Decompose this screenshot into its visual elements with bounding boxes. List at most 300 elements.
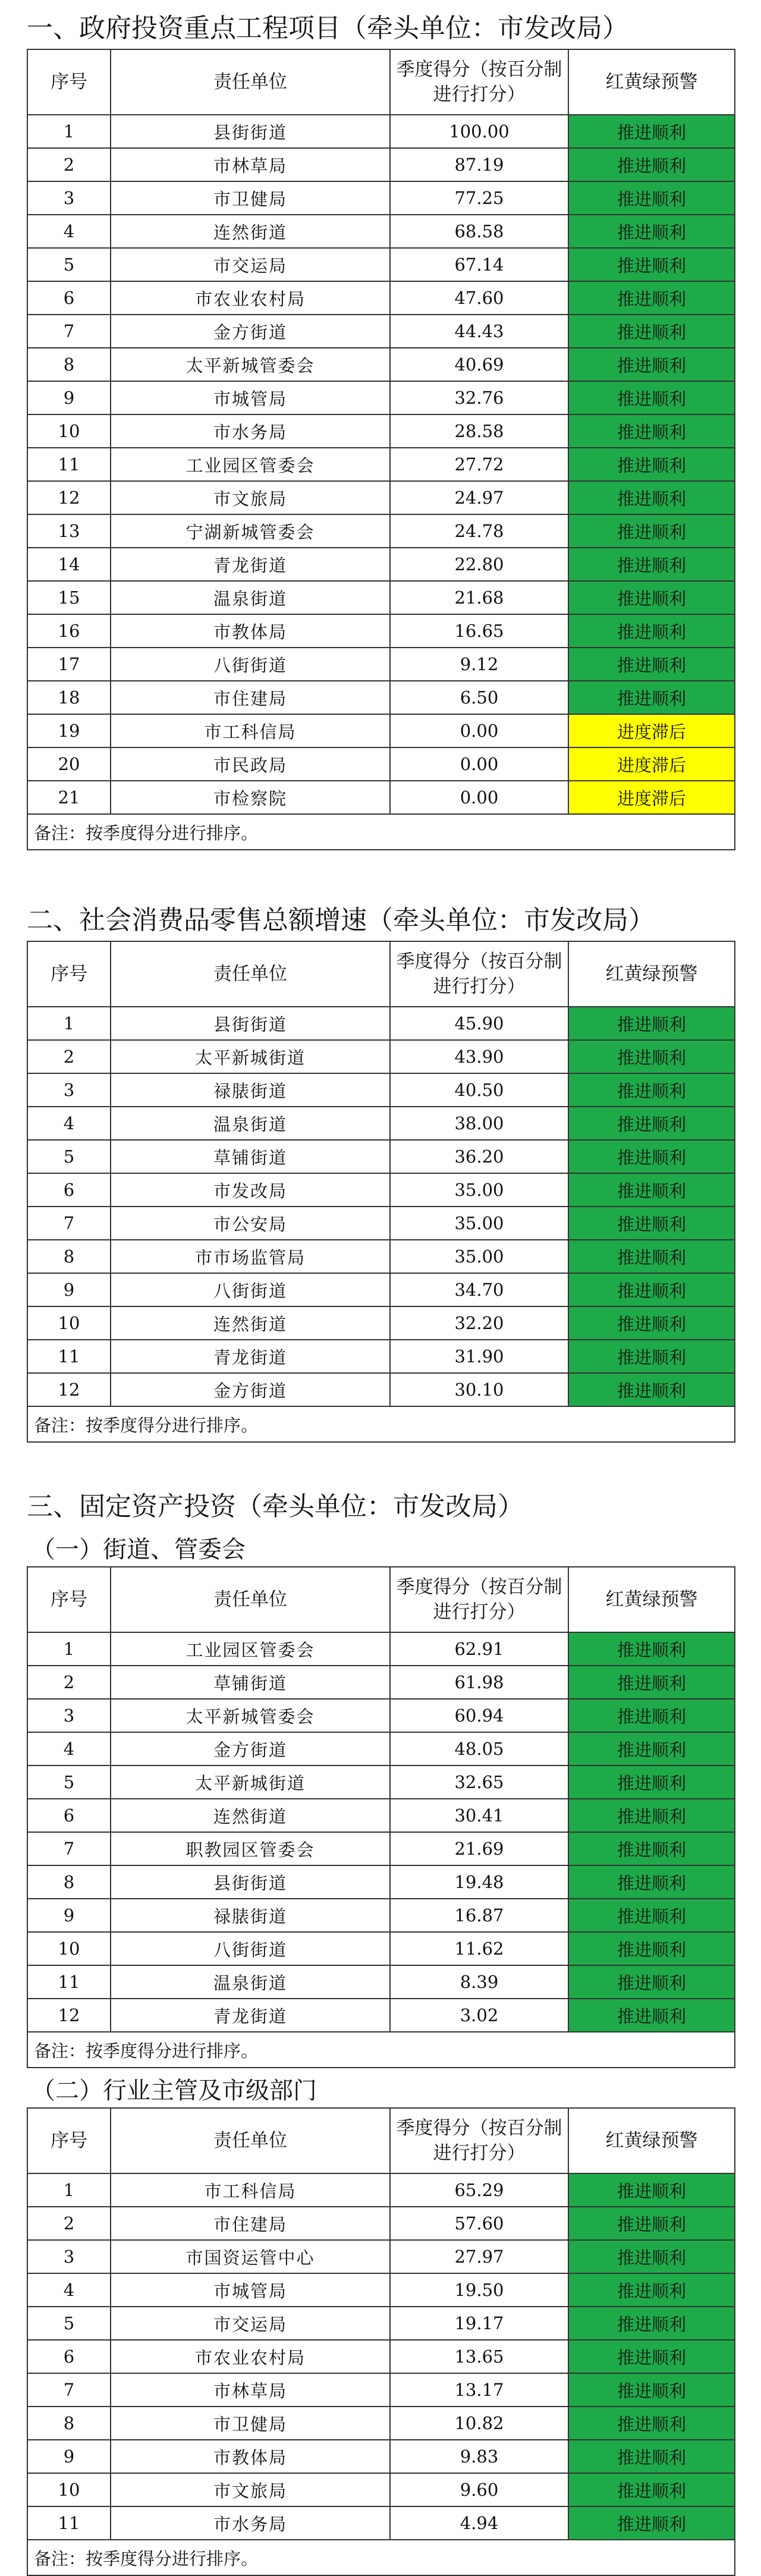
table-row (27, 2307, 735, 2340)
score-cell: 32.65 (390, 1765, 568, 1799)
score-header: 季度得分（按百分制进行打分） (390, 2108, 568, 2173)
score-cell: 43.90 (390, 1040, 568, 1073)
alert-cell: 推进顺利 (568, 1965, 735, 1999)
seq-cell: 2 (27, 1040, 111, 1073)
score-cell: 65.29 (390, 2173, 568, 2207)
table-row (27, 2407, 735, 2440)
alert-cell: 推进顺利 (568, 315, 735, 348)
unit-header: 责任单位 (111, 49, 390, 115)
unit-cell: 市文旅局 (111, 481, 390, 514)
score-cell: 9.12 (390, 648, 568, 681)
alert-cell: 推进顺利 (568, 648, 735, 681)
unit-cell: 市交运局 (111, 2307, 390, 2340)
unit-cell: 太平新城管委会 (111, 348, 390, 381)
table-header-row (27, 49, 735, 115)
table-row (27, 1273, 735, 1306)
unit-cell: 县街街道 (111, 1865, 390, 1899)
unit-cell: 连然街道 (111, 215, 390, 248)
unit-cell: 市教体局 (111, 614, 390, 648)
seq-cell: 3 (27, 2240, 111, 2273)
score-cell: 45.90 (390, 1007, 568, 1040)
score-cell: 35.00 (390, 1240, 568, 1273)
unit-cell: 市林草局 (111, 148, 390, 181)
seq-cell: 8 (27, 1240, 111, 1273)
alert-cell: 推进顺利 (568, 548, 735, 581)
seq-cell: 7 (27, 2373, 111, 2407)
score-cell: 0.00 (390, 714, 568, 747)
alert-cell: 推进顺利 (568, 1832, 735, 1865)
alert-cell: 推进顺利 (568, 2273, 735, 2307)
unit-cell: 市工科信局 (111, 714, 390, 747)
unit-cell: 市文旅局 (111, 2473, 390, 2506)
alert-cell: 推进顺利 (568, 1273, 735, 1306)
seq-cell: 7 (27, 1832, 111, 1865)
subsection-title: （二）行业主管及市级部门 (32, 2077, 317, 2104)
ranking-table (27, 1566, 735, 2068)
alert-cell: 推进顺利 (568, 1732, 735, 1765)
seq-cell: 15 (27, 581, 111, 614)
unit-cell: 县街街道 (111, 115, 390, 148)
alert-cell: 推进顺利 (568, 1140, 735, 1173)
unit-cell: 县街街道 (111, 1007, 390, 1040)
unit-cell: 青龙街道 (111, 1999, 390, 2032)
alert-cell: 推进顺利 (568, 1340, 735, 1373)
seq-cell: 2 (27, 1666, 111, 1699)
score-cell: 6.50 (390, 681, 568, 714)
seq-cell: 8 (27, 2407, 111, 2440)
seq-cell: 3 (27, 1073, 111, 1107)
score-cell: 60.94 (390, 1699, 568, 1732)
alert-cell: 推进顺利 (568, 1373, 735, 1406)
unit-cell: 市农业农村局 (111, 2340, 390, 2373)
score-cell: 38.00 (390, 1107, 568, 1140)
table-row (27, 1632, 735, 1666)
table-row (27, 1340, 735, 1373)
score-cell: 40.69 (390, 348, 568, 381)
score-cell: 35.00 (390, 1173, 568, 1207)
alert-cell: 推进顺利 (568, 2340, 735, 2373)
score-cell: 77.25 (390, 181, 568, 215)
table-row (27, 1999, 735, 2032)
score-cell: 61.98 (390, 1666, 568, 1699)
note-row (27, 2540, 735, 2575)
unit-cell: 八街街道 (111, 1932, 390, 1965)
unit-cell: 草铺街道 (111, 1140, 390, 1173)
unit-cell: 青龙街道 (111, 1340, 390, 1373)
unit-cell: 太平新城街道 (111, 1040, 390, 1073)
alert-cell: 推进顺利 (568, 2373, 735, 2407)
unit-header: 责任单位 (111, 1567, 390, 1632)
score-cell: 24.97 (390, 481, 568, 514)
alert-header: 红黄绿预警 (568, 941, 735, 1007)
alert-cell: 推进顺利 (568, 1932, 735, 1965)
alert-cell: 推进顺利 (568, 414, 735, 448)
unit-cell: 市教体局 (111, 2440, 390, 2473)
unit-cell: 市林草局 (111, 2373, 390, 2407)
seq-cell: 19 (27, 714, 111, 747)
seq-cell: 3 (27, 1699, 111, 1732)
seq-cell: 10 (27, 1306, 111, 1340)
alert-cell: 推进顺利 (568, 481, 735, 514)
score-cell: 32.20 (390, 1306, 568, 1340)
unit-cell: 市公安局 (111, 1207, 390, 1240)
score-cell: 10.82 (390, 2407, 568, 2440)
unit-cell: 市住建局 (111, 2207, 390, 2240)
unit-cell: 八街街道 (111, 1273, 390, 1306)
score-cell: 9.60 (390, 2473, 568, 2506)
score-cell: 28.58 (390, 414, 568, 448)
seq-cell: 7 (27, 315, 111, 348)
table-row (27, 747, 735, 781)
table-note: 备注：按季度得分进行排序。 (27, 2540, 735, 2575)
unit-cell: 市水务局 (111, 414, 390, 448)
unit-cell: 连然街道 (111, 1306, 390, 1340)
alert-header: 红黄绿预警 (568, 49, 735, 115)
seq-cell: 4 (27, 215, 111, 248)
seq-cell: 11 (27, 1340, 111, 1373)
table-row (27, 2340, 735, 2373)
table-row (27, 1865, 735, 1899)
score-cell: 34.70 (390, 1273, 568, 1306)
score-cell: 62.91 (390, 1632, 568, 1666)
seq-cell: 4 (27, 1107, 111, 1140)
table-row (27, 514, 735, 548)
table-header-row (27, 1567, 735, 1632)
ranking-table (27, 49, 735, 850)
seq-cell: 1 (27, 2173, 111, 2207)
seq-header: 序号 (27, 941, 111, 1007)
score-cell: 87.19 (390, 148, 568, 181)
unit-cell: 市水务局 (111, 2506, 390, 2540)
seq-cell: 9 (27, 1899, 111, 1932)
seq-cell: 7 (27, 1207, 111, 1240)
unit-cell: 市城管局 (111, 381, 390, 414)
alert-cell: 推进顺利 (568, 215, 735, 248)
unit-cell: 金方街道 (111, 1732, 390, 1765)
unit-cell: 市城管局 (111, 2273, 390, 2307)
seq-cell: 5 (27, 1140, 111, 1173)
unit-cell: 宁湖新城管委会 (111, 514, 390, 548)
unit-cell: 草铺街道 (111, 1666, 390, 1699)
table-row (27, 1040, 735, 1073)
seq-cell: 8 (27, 348, 111, 381)
score-cell: 35.00 (390, 1207, 568, 1240)
alert-cell: 推进顺利 (568, 381, 735, 414)
unit-cell: 八街街道 (111, 648, 390, 681)
table-row (27, 548, 735, 581)
table-row (27, 1373, 735, 1406)
table-row (27, 1107, 735, 1140)
seq-cell: 4 (27, 2273, 111, 2307)
alert-cell: 推进顺利 (568, 1240, 735, 1273)
score-cell: 0.00 (390, 747, 568, 781)
table-row (27, 1965, 735, 1999)
alert-cell: 推进顺利 (568, 1666, 735, 1699)
ranking-table (27, 941, 735, 1443)
table-row (27, 781, 735, 814)
table-row (27, 2373, 735, 2407)
score-cell: 16.65 (390, 614, 568, 648)
score-header: 季度得分（按百分制进行打分） (390, 49, 568, 115)
table-header-row (27, 941, 735, 1007)
seq-cell: 6 (27, 1173, 111, 1207)
seq-cell: 1 (27, 1007, 111, 1040)
seq-cell: 6 (27, 1799, 111, 1832)
alert-cell: 推进顺利 (568, 248, 735, 281)
alert-cell: 推进顺利 (568, 1699, 735, 1732)
alert-cell: 进度滞后 (568, 781, 735, 814)
alert-cell: 推进顺利 (568, 1765, 735, 1799)
score-cell: 24.78 (390, 514, 568, 548)
unit-cell: 市市场监管局 (111, 1240, 390, 1273)
table-note: 备注：按季度得分进行排序。 (27, 2032, 735, 2068)
alert-header: 红黄绿预警 (568, 2108, 735, 2173)
alert-cell: 推进顺利 (568, 1040, 735, 1073)
score-cell: 32.76 (390, 381, 568, 414)
table-row (27, 215, 735, 248)
score-cell: 27.97 (390, 2240, 568, 2273)
alert-cell: 推进顺利 (568, 1865, 735, 1899)
unit-cell: 市检察院 (111, 781, 390, 814)
seq-cell: 12 (27, 1373, 111, 1406)
seq-cell: 13 (27, 514, 111, 548)
table-row (27, 1765, 735, 1799)
score-cell: 27.72 (390, 448, 568, 481)
seq-cell: 6 (27, 2340, 111, 2373)
alert-cell: 推进顺利 (568, 614, 735, 648)
seq-header: 序号 (27, 1567, 111, 1632)
table-row (27, 481, 735, 514)
table-row (27, 1932, 735, 1965)
alert-cell: 推进顺利 (568, 281, 735, 315)
table-row (27, 414, 735, 448)
alert-cell: 推进顺利 (568, 2506, 735, 2540)
unit-cell: 职教园区管委会 (111, 1832, 390, 1865)
alert-cell: 推进顺利 (568, 2173, 735, 2207)
alert-cell: 推进顺利 (568, 514, 735, 548)
table-row (27, 2273, 735, 2307)
unit-cell: 温泉街道 (111, 581, 390, 614)
alert-cell: 推进顺利 (568, 1207, 735, 1240)
unit-cell: 禄脿街道 (111, 1899, 390, 1932)
table-row (27, 614, 735, 648)
alert-cell: 推进顺利 (568, 348, 735, 381)
table-row (27, 1832, 735, 1865)
score-cell: 19.17 (390, 2307, 568, 2340)
score-cell: 4.94 (390, 2506, 568, 2540)
seq-cell: 3 (27, 181, 111, 215)
section-title: 二、社会消费品零售总额增速（牵头单位：市发改局） (27, 905, 655, 935)
table-row (27, 2473, 735, 2506)
unit-cell: 市工科信局 (111, 2173, 390, 2207)
unit-cell: 温泉街道 (111, 1965, 390, 1999)
table-row (27, 315, 735, 348)
alert-cell: 推进顺利 (568, 1799, 735, 1832)
table-row (27, 1007, 735, 1040)
score-cell: 16.87 (390, 1899, 568, 1932)
table-row (27, 148, 735, 181)
seq-cell: 1 (27, 1632, 111, 1666)
score-cell: 21.68 (390, 581, 568, 614)
score-cell: 13.17 (390, 2373, 568, 2407)
seq-cell: 2 (27, 148, 111, 181)
alert-cell: 推进顺利 (568, 448, 735, 481)
unit-cell: 市交运局 (111, 248, 390, 281)
score-cell: 100.00 (390, 115, 568, 148)
section-title: 三、固定资产投资（牵头单位：市发改局） (27, 1491, 524, 1522)
seq-cell: 5 (27, 2307, 111, 2340)
seq-cell: 9 (27, 1273, 111, 1306)
alert-cell: 推进顺利 (568, 1999, 735, 2032)
seq-cell: 10 (27, 414, 111, 448)
alert-cell: 推进顺利 (568, 2440, 735, 2473)
table-row (27, 681, 735, 714)
table-row (27, 115, 735, 148)
score-cell: 21.69 (390, 1832, 568, 1865)
alert-cell: 进度滞后 (568, 714, 735, 747)
seq-cell: 17 (27, 648, 111, 681)
score-cell: 40.50 (390, 1073, 568, 1107)
score-cell: 19.50 (390, 2273, 568, 2307)
seq-cell: 20 (27, 747, 111, 781)
alert-cell: 推进顺利 (568, 1899, 735, 1932)
score-cell: 9.83 (390, 2440, 568, 2473)
alert-cell: 推进顺利 (568, 1173, 735, 1207)
table-row (27, 648, 735, 681)
alert-cell: 推进顺利 (568, 181, 735, 215)
score-cell: 30.10 (390, 1373, 568, 1406)
alert-cell: 进度滞后 (568, 747, 735, 781)
score-cell: 57.60 (390, 2207, 568, 2240)
alert-cell: 推进顺利 (568, 2473, 735, 2506)
score-cell: 48.05 (390, 1732, 568, 1765)
alert-cell: 推进顺利 (568, 2407, 735, 2440)
alert-cell: 推进顺利 (568, 115, 735, 148)
note-row (27, 2032, 735, 2068)
alert-cell: 推进顺利 (568, 2240, 735, 2273)
seq-cell: 9 (27, 2440, 111, 2473)
score-cell: 3.02 (390, 1999, 568, 2032)
seq-cell: 10 (27, 1932, 111, 1965)
seq-cell: 4 (27, 1732, 111, 1765)
table-row (27, 348, 735, 381)
table-row (27, 1732, 735, 1765)
alert-cell: 推进顺利 (568, 1073, 735, 1107)
table-row (27, 1240, 735, 1273)
table-row (27, 2173, 735, 2207)
seq-header: 序号 (27, 49, 111, 115)
table-row (27, 181, 735, 215)
alert-header: 红黄绿预警 (568, 1567, 735, 1632)
score-cell: 68.58 (390, 215, 568, 248)
alert-cell: 推进顺利 (568, 1306, 735, 1340)
unit-cell: 市住建局 (111, 681, 390, 714)
seq-cell: 12 (27, 481, 111, 514)
seq-cell: 5 (27, 1765, 111, 1799)
unit-cell: 青龙街道 (111, 548, 390, 581)
table-row (27, 2207, 735, 2240)
alert-cell: 推进顺利 (568, 681, 735, 714)
seq-cell: 11 (27, 2506, 111, 2540)
alert-cell: 推进顺利 (568, 1632, 735, 1666)
table-row (27, 1073, 735, 1107)
table-row (27, 248, 735, 281)
score-header: 季度得分（按百分制进行打分） (390, 941, 568, 1007)
seq-cell: 11 (27, 1965, 111, 1999)
ranking-table (27, 2107, 735, 2576)
unit-cell: 工业园区管委会 (111, 448, 390, 481)
seq-cell: 2 (27, 2207, 111, 2240)
table-row (27, 2506, 735, 2540)
table-note: 备注：按季度得分进行排序。 (27, 1406, 735, 1442)
table-header-row (27, 2108, 735, 2173)
table-row (27, 381, 735, 414)
alert-cell: 推进顺利 (568, 2307, 735, 2340)
seq-cell: 10 (27, 2473, 111, 2506)
section-title: 一、政府投资重点工程项目（牵头单位：市发改局） (27, 13, 628, 43)
table-row (27, 2240, 735, 2273)
score-cell: 19.48 (390, 1865, 568, 1899)
seq-cell: 21 (27, 781, 111, 814)
note-row (27, 814, 735, 850)
table-row (27, 1140, 735, 1173)
unit-cell: 太平新城街道 (111, 1765, 390, 1799)
note-row (27, 1406, 735, 1442)
seq-cell: 8 (27, 1865, 111, 1899)
score-cell: 44.43 (390, 315, 568, 348)
unit-cell: 金方街道 (111, 1373, 390, 1406)
score-cell: 8.39 (390, 1965, 568, 1999)
seq-cell: 16 (27, 614, 111, 648)
table-row (27, 1799, 735, 1832)
table-row (27, 2440, 735, 2473)
subsection-title: （一）街道、管委会 (32, 1536, 246, 1563)
alert-cell: 推进顺利 (568, 2207, 735, 2240)
unit-cell: 市国资运管中心 (111, 2240, 390, 2273)
alert-cell: 推进顺利 (568, 581, 735, 614)
unit-cell: 金方街道 (111, 315, 390, 348)
seq-cell: 1 (27, 115, 111, 148)
unit-cell: 禄脿街道 (111, 1073, 390, 1107)
seq-cell: 6 (27, 281, 111, 315)
score-cell: 13.65 (390, 2340, 568, 2373)
table-row (27, 1666, 735, 1699)
alert-cell: 推进顺利 (568, 1007, 735, 1040)
seq-header: 序号 (27, 2108, 111, 2173)
unit-header: 责任单位 (111, 941, 390, 1007)
table-row (27, 1207, 735, 1240)
score-header: 季度得分（按百分制进行打分） (390, 1567, 568, 1632)
seq-cell: 11 (27, 448, 111, 481)
unit-cell: 市卫健局 (111, 2407, 390, 2440)
score-cell: 0.00 (390, 781, 568, 814)
unit-cell: 温泉街道 (111, 1107, 390, 1140)
alert-cell: 推进顺利 (568, 1107, 735, 1140)
unit-cell: 市卫健局 (111, 181, 390, 215)
seq-cell: 12 (27, 1999, 111, 2032)
table-row (27, 1306, 735, 1340)
table-row (27, 1173, 735, 1207)
table-row (27, 281, 735, 315)
seq-cell: 14 (27, 548, 111, 581)
seq-cell: 18 (27, 681, 111, 714)
score-cell: 11.62 (390, 1932, 568, 1965)
unit-cell: 市农业农村局 (111, 281, 390, 315)
unit-cell: 市发改局 (111, 1173, 390, 1207)
unit-cell: 市民政局 (111, 747, 390, 781)
unit-cell: 连然街道 (111, 1799, 390, 1832)
unit-cell: 工业园区管委会 (111, 1632, 390, 1666)
